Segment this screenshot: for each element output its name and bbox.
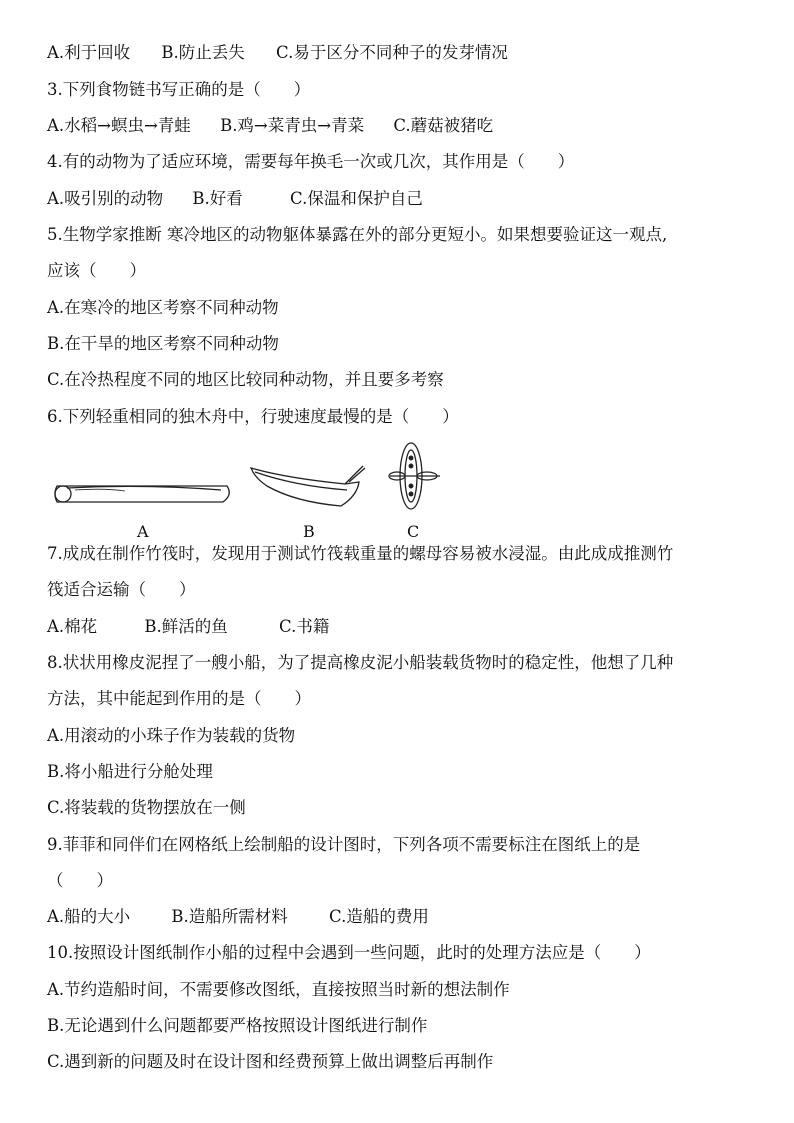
canoe-c-drawing [389,443,440,509]
q3-option-c: C.蘑菇被猪吃 [393,116,494,135]
q4-options-row [47,188,423,210]
q10-option-c: C.遇到新的问题及时在设计图和经费预算上做出调整后再制作 [47,1052,494,1071]
q5-option-a: A.在寒冷的地区考察不同种动物 [47,298,279,317]
q5-option-c: C.在冷热程度不同的地区比较同种动物，并且要多考察 [47,370,444,389]
q3-option-a: A.水稻→螟虫→青蛙 [47,116,191,135]
q10-option-a: A.节约造船时间，不需要修改图纸，直接按照当时新的想法制作 [47,980,510,999]
q6-stem: 6.下列轻重相同的独木舟中，行驶速度最慢的是（ ） [47,407,459,426]
q8-stem-line1: 8.状状用橡皮泥捏了一艘小船，为了提高橡皮泥小船装载货物时的稳定性，他想了几种 [47,653,674,672]
q9-stem-line1: 9.菲菲和同伴们在网格纸上绘制船的设计图时，下列各项不需要标注在图纸上的是 [47,835,641,854]
q4-option-a: A.吸引别的动物 [47,189,164,208]
canoe-a-drawing [55,486,229,502]
q9-stem-line2: （ ） [47,871,113,890]
q7-option-c: C.书籍 [279,617,330,636]
q7-option-b: B.鲜活的鱼 [144,617,228,636]
q2-option-a: A.利于回收 [47,43,131,62]
q8-option-c: C.将装载的货物摆放在一侧 [47,798,246,817]
q5-stem-line1: 5.生物学家推断 寒冷地区的动物躯体暴露在外的部分更短小。如果想要验证这一观点, [47,225,668,244]
q4-option-b: B.好看 [192,189,243,208]
q3-option-b: B.鸡→菜青虫→青菜 [220,116,365,135]
q4-stem: 4.有的动物为了适应环境，需要每年换毛一次或几次，其作用是（ ） [47,152,575,171]
canoe-drawings [45,438,465,543]
q8-option-b: B.将小船进行分舱处理 [47,762,213,781]
q8-stem-line2: 方法，其中能起到作用的是（ ） [47,689,311,708]
q7-stem-line1: 7.成成在制作竹筏时，发现用于测试竹筏载重量的螺母容易被水浸湿。由此成成推测竹 [47,544,674,563]
q7-stem-line2: 筏适合运输（ ） [47,580,196,599]
q9-options-row [47,906,429,928]
q5-stem-line2: 应该（ ） [47,261,146,280]
q9-option-b: B.造船所需材料 [171,907,288,926]
q2-option-b: B.防止丢失 [161,43,245,62]
q2-options-row [47,42,508,64]
q10-stem: 10.按照设计图纸制作小船的过程中会遇到一些问题，此时的处理方法应是（ ） [47,943,651,962]
q3-options-row [47,115,493,137]
canoe-label-a: A [137,522,149,541]
q7-option-a: A.棉花 [47,617,98,636]
q7-options-row [47,616,329,638]
q8-option-a: A.用滚动的小珠子作为装载的货物 [47,726,296,745]
canoe-b-drawing [251,466,365,506]
canoe-label-c: C [407,522,420,541]
q9-option-c: C.造船的费用 [329,907,429,926]
q2-option-c: C.易于区分不同种子的发芽情况 [276,43,508,62]
q3-stem: 3.下列食物链书写正确的是（ ） [47,80,311,99]
q9-option-a: A.船的大小 [47,907,131,926]
q10-option-b: B.无论遇到什么问题都要严格按照设计图纸进行制作 [47,1016,428,1035]
q5-option-b: B.在干旱的地区考察不同种动物 [47,334,279,353]
canoe-label-b: B [303,522,315,541]
q4-option-c: C.保温和保护自己 [290,189,423,208]
canoe-figure [45,438,465,543]
